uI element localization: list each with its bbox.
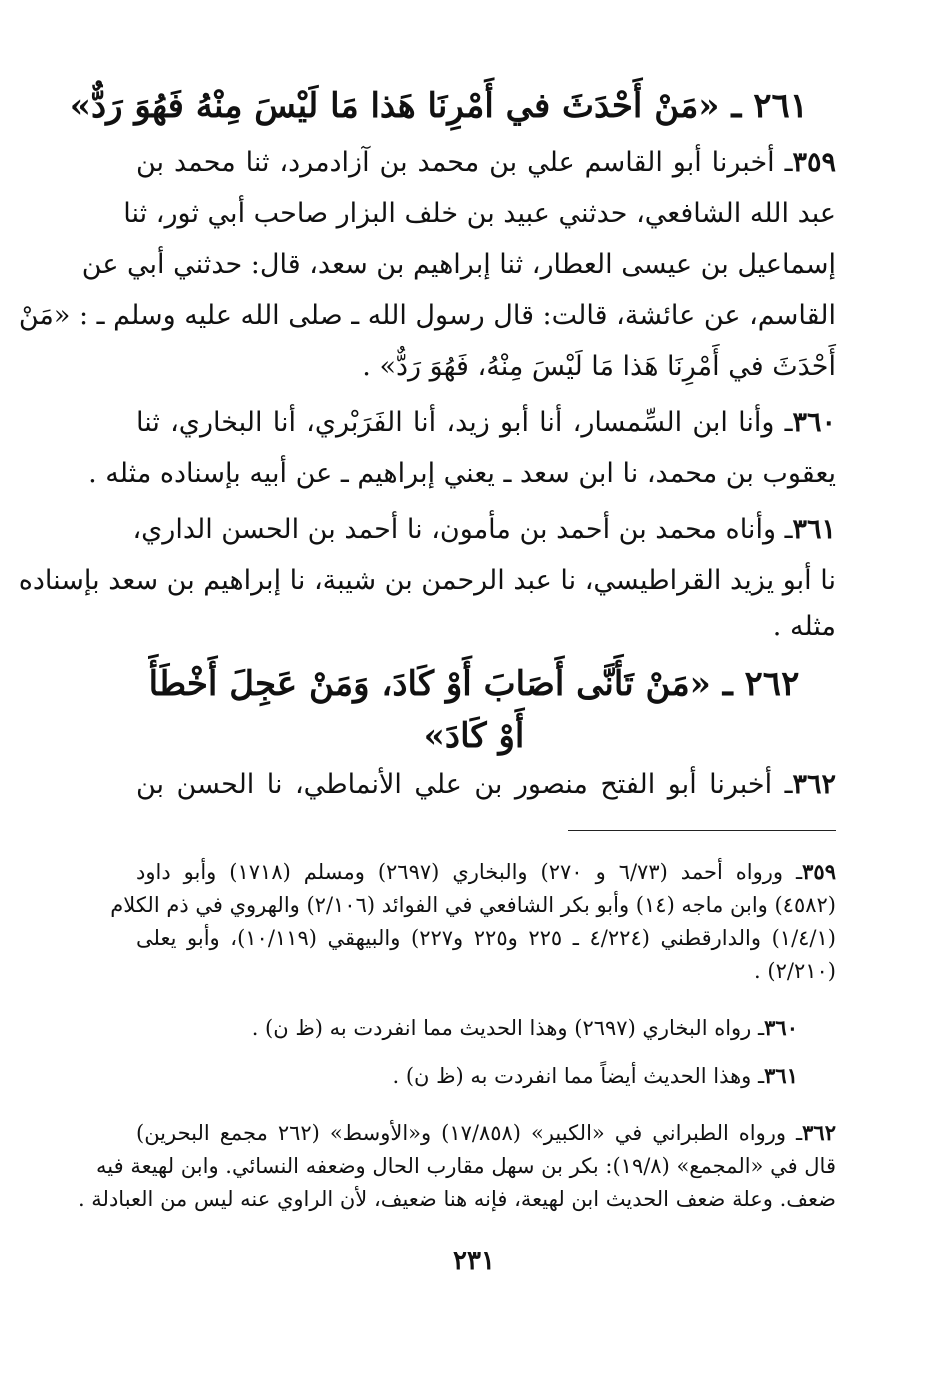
hadith-number: ٣٥٩ xyxy=(792,147,836,178)
footnote-text: ـ رواه البخاري (٢٦٩٧) وهذا الحديث مما انفردت به (ظ ن) . xyxy=(251,1016,765,1040)
footnote-number: ٣٦١ xyxy=(764,1063,798,1088)
footnote-359-line-3: (١/٤/١) والدارقطني (٤/٢٢٤ ـ ٢٢٥ و٢٢٥ و٢٢٧) والبيهقي (١٠/١١٩)، وأبو يعلى xyxy=(136,926,836,950)
hadith-359-line-1 xyxy=(136,143,836,183)
hadith-text: ـ وأناه محمد بن أحمد بن مأمون، نا أحمد بن الحسن الداري، xyxy=(132,514,793,545)
hadith-number: ٣٦٢ xyxy=(792,769,836,800)
footnote-text: ـ ورواه أحمد (٦/٧٣ و ٢٧٠) والبخاري (٢٦٩٧) ومسلم (١٧١٨) وأبو داود xyxy=(136,860,803,884)
hadith-text: ـ وأنا ابن السِّمسار، أنا أبو زيد، أنا الفَرَبْري، أنا البخاري، ثنا xyxy=(136,407,793,438)
hadith-359-line-2: عبد الله الشافعي، حدثني عبيد بن خلف البزار صاحب أبي ثور، ثنا xyxy=(123,198,836,229)
footnote-362-line-3: ضعف. وعلة ضعف الحديث ابن لهيعة، فإنه هنا ضعيف، لأن الراوي عنه ليس من العبادلة . xyxy=(77,1187,836,1211)
hadith-361-line-1 xyxy=(132,510,836,550)
hadith-360-line-2: يعقوب بن محمد، نا ابن سعد ـ يعني إبراهيم ـ عن أبيه بإسناده مثله . xyxy=(88,458,836,489)
hadith-359-line-3: إسماعيل بن عيسى العطار، ثنا إبراهيم بن سعد، قال: حدثني أبي عن xyxy=(81,249,836,280)
footnote-separator xyxy=(568,830,836,831)
footnote-number: ٣٦٠ xyxy=(764,1015,798,1040)
footnote-361 xyxy=(136,1060,798,1092)
footnote-362-line-2: قال في «المجمع» (١٩/٨): بكر بن سهل مقارب الحال وضعفه النسائي. وابن لهيعة فيه xyxy=(96,1154,836,1178)
footnote-362-line-1 xyxy=(136,1117,836,1149)
chapter-title: ـ «مَنْ تَأَنَّى أَصَابَ أَوْ كَادَ، وَمَنْ عَجِلَ أَخْطَأَ xyxy=(148,664,733,704)
footnote-359-line-1 xyxy=(136,856,836,888)
hadith-text: ـ أخبرنا أبو الفتح منصور بن علي الأنماطي، نا الحسن بن xyxy=(136,769,793,800)
chapter-262-heading xyxy=(140,658,808,710)
hadith-361-line-2: نا أبو يزيد القراطيسي، نا عبد الرحمن بن شيبة، نا إبراهيم بن سعد بإسناده xyxy=(18,565,836,596)
footnote-359-line-2: (٤٥٨٢) وابن ماجه (١٤) وأبو بكر الشافعي في الفوائد (٢/١٠٦) والهروي في ذم الكلام xyxy=(110,893,836,917)
chapter-262-heading-line-2: أَوْ كَادَ» xyxy=(423,716,525,756)
hadith-number: ٣٦٠ xyxy=(792,407,836,438)
chapter-261-heading xyxy=(69,80,808,132)
footnote-text: ـ وهذا الحديث أيضاً مما انفردت به (ظ ن) . xyxy=(392,1064,765,1088)
hadith-359-line-5: أَحْدَثَ في أَمْرِنَا هَذا مَا لَيْسَ مِنْهُ، فَهُوَ رَدٌّ» . xyxy=(362,351,836,382)
hadith-text: ـ أخبرنا أبو القاسم علي بن محمد بن آزادمرد، ثنا محمد بن xyxy=(136,147,793,178)
footnote-number: ٣٦٢ xyxy=(802,1120,836,1145)
hadith-360-line-1 xyxy=(136,403,836,443)
footnote-number: ٣٥٩ xyxy=(802,859,836,884)
hadith-362-line-1 xyxy=(136,765,836,805)
footnote-360 xyxy=(136,1012,798,1044)
hadith-number: ٣٦١ xyxy=(792,514,836,545)
chapter-title: ـ «مَنْ أَحْدَثَ في أَمْرِنَا هَذا مَا لَيْسَ مِنْهُ فَهُوَ رَدٌّ» xyxy=(69,86,742,126)
hadith-361-line-3: مثله . xyxy=(772,611,836,642)
footnote-text: ـ ورواه الطبراني في «الكبير» (١٧/٨٥٨) و«الأوسط» (٢٦٢ مجمع البحرين) xyxy=(136,1121,803,1145)
page-number: ٢٣١ xyxy=(453,1246,495,1276)
hadith-359-line-4: القاسم، عن عائشة، قالت: قال رسول الله ـ صلى الله عليه وسلم ـ : «مَنْ xyxy=(18,300,836,331)
chapter-number: ٢٦١ xyxy=(753,86,808,126)
footnote-359-line-4: (٢/٢١٠) . xyxy=(754,959,836,983)
chapter-number: ٢٦٢ xyxy=(744,664,800,704)
